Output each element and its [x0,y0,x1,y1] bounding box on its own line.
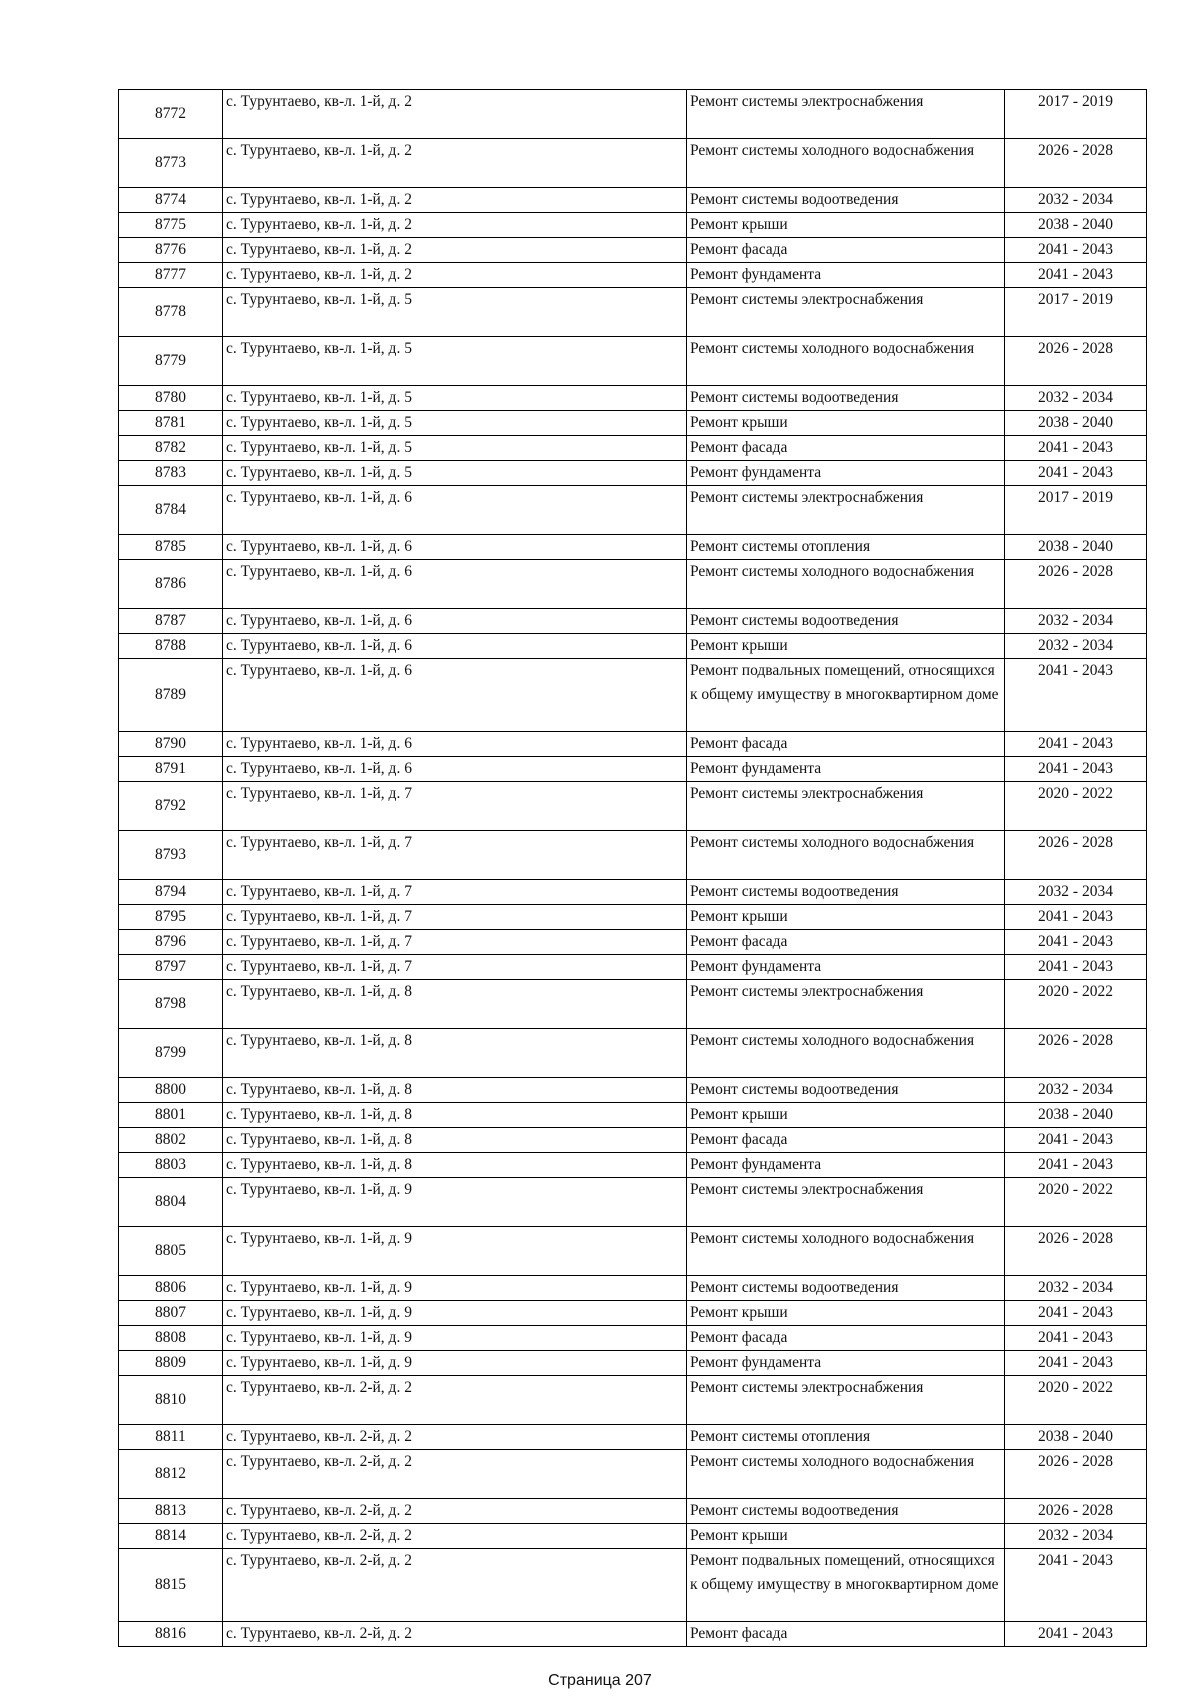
work-type-cell: Ремонт фасада [687,1326,1005,1351]
work-type-cell: Ремонт крыши [687,1524,1005,1549]
address-cell: с. Турунтаево, кв-л. 1-й, д. 2 [223,188,687,213]
table-row [119,757,1147,782]
period-cell: 2020 - 2022 [1005,1178,1147,1227]
address-cell: с. Турунтаево, кв-л. 1-й, д. 6 [223,486,687,535]
row-number-cell: 8801 [119,1103,223,1128]
work-type-cell: Ремонт фундамента [687,955,1005,980]
table-row [119,288,1147,337]
address-cell: с. Турунтаево, кв-л. 1-й, д. 9 [223,1326,687,1351]
work-type-cell: Ремонт системы водоотведения [687,609,1005,634]
address-cell: с. Турунтаево, кв-л. 1-й, д. 9 [223,1178,687,1227]
work-type-cell: Ремонт системы электроснабжения [687,980,1005,1029]
work-type-cell: Ремонт крыши [687,411,1005,436]
work-type-cell: Ремонт системы электроснабжения [687,486,1005,535]
table-row [119,263,1147,288]
work-type-cell: Ремонт крыши [687,905,1005,930]
page-number: Страница 207 [548,1672,652,1689]
period-cell: 2032 - 2034 [1005,386,1147,411]
address-cell: с. Турунтаево, кв-л. 1-й, д. 8 [223,1029,687,1078]
work-type-cell: Ремонт фундамента [687,461,1005,486]
address-cell: с. Турунтаево, кв-л. 1-й, д. 7 [223,955,687,980]
row-number-cell: 8773 [119,139,223,188]
row-number-cell: 8789 [119,659,223,732]
row-number-cell: 8780 [119,386,223,411]
address-cell: с. Турунтаево, кв-л. 1-й, д. 2 [223,263,687,288]
period-cell: 2038 - 2040 [1005,535,1147,560]
row-number-cell: 8792 [119,782,223,831]
row-number-cell: 8800 [119,1078,223,1103]
address-cell: с. Турунтаево, кв-л. 1-й, д. 2 [223,139,687,188]
table-row [119,1128,1147,1153]
period-cell: 2026 - 2028 [1005,337,1147,386]
row-number-cell: 8788 [119,634,223,659]
work-type-cell: Ремонт фасада [687,436,1005,461]
row-number-cell: 8802 [119,1128,223,1153]
row-number-cell: 8810 [119,1376,223,1425]
address-cell: с. Турунтаево, кв-л. 1-й, д. 9 [223,1351,687,1376]
row-number-cell: 8813 [119,1499,223,1524]
table-row [119,560,1147,609]
address-cell: с. Турунтаево, кв-л. 1-й, д. 8 [223,980,687,1029]
table-row [119,486,1147,535]
work-type-cell: Ремонт фундамента [687,263,1005,288]
table-row [119,1227,1147,1276]
period-cell: 2032 - 2034 [1005,634,1147,659]
row-number-cell: 8798 [119,980,223,1029]
table-row [119,1103,1147,1128]
work-type-cell: Ремонт системы электроснабжения [687,288,1005,337]
period-cell: 2017 - 2019 [1005,288,1147,337]
work-type-cell: Ремонт фундамента [687,1153,1005,1178]
work-type-cell: Ремонт крыши [687,634,1005,659]
row-number-cell: 8781 [119,411,223,436]
work-type-cell: Ремонт системы электроснабжения [687,90,1005,139]
table-row [119,1326,1147,1351]
row-number-cell: 8804 [119,1178,223,1227]
period-cell: 2041 - 2043 [1005,1351,1147,1376]
table-row [119,732,1147,757]
period-cell: 2041 - 2043 [1005,955,1147,980]
work-type-cell: Ремонт крыши [687,1103,1005,1128]
row-number-cell: 8777 [119,263,223,288]
address-cell: с. Турунтаево, кв-л. 1-й, д. 6 [223,659,687,732]
work-type-cell: Ремонт системы водоотведения [687,1499,1005,1524]
period-cell: 2020 - 2022 [1005,1376,1147,1425]
period-cell: 2038 - 2040 [1005,1103,1147,1128]
work-type-cell: Ремонт системы отопления [687,1425,1005,1450]
row-number-cell: 8794 [119,880,223,905]
work-type-cell: Ремонт системы отопления [687,535,1005,560]
address-cell: с. Турунтаево, кв-л. 1-й, д. 8 [223,1128,687,1153]
period-cell: 2032 - 2034 [1005,880,1147,905]
period-cell: 2032 - 2034 [1005,188,1147,213]
period-cell: 2026 - 2028 [1005,1499,1147,1524]
row-number-cell: 8779 [119,337,223,386]
period-cell: 2026 - 2028 [1005,1450,1147,1499]
period-cell: 2017 - 2019 [1005,486,1147,535]
address-cell: с. Турунтаево, кв-л. 1-й, д. 5 [223,461,687,486]
work-type-cell: Ремонт фасада [687,930,1005,955]
row-number-cell: 8772 [119,90,223,139]
table-row [119,1276,1147,1301]
period-cell: 2026 - 2028 [1005,1227,1147,1276]
period-cell: 2041 - 2043 [1005,757,1147,782]
period-cell: 2041 - 2043 [1005,238,1147,263]
row-number-cell: 8786 [119,560,223,609]
row-number-cell: 8805 [119,1227,223,1276]
row-number-cell: 8778 [119,288,223,337]
row-number-cell: 8795 [119,905,223,930]
address-cell: с. Турунтаево, кв-л. 1-й, д. 5 [223,386,687,411]
table-row [119,905,1147,930]
work-type-cell: Ремонт системы водоотведения [687,1276,1005,1301]
table-row [119,386,1147,411]
address-cell: с. Турунтаево, кв-л. 1-й, д. 7 [223,905,687,930]
address-cell: с. Турунтаево, кв-л. 2-й, д. 2 [223,1376,687,1425]
work-type-cell: Ремонт подвальных помещений, относящихся к общему имуществу в многоквартирном доме [687,659,1005,732]
work-type-cell: Ремонт системы электроснабжения [687,782,1005,831]
row-number-cell: 8797 [119,955,223,980]
address-cell: с. Турунтаево, кв-л. 1-й, д. 7 [223,880,687,905]
period-cell: 2017 - 2019 [1005,90,1147,139]
work-type-cell: Ремонт системы водоотведения [687,880,1005,905]
table-row [119,1425,1147,1450]
work-type-cell: Ремонт системы водоотведения [687,188,1005,213]
period-cell: 2041 - 2043 [1005,461,1147,486]
row-number-cell: 8796 [119,930,223,955]
address-cell: с. Турунтаево, кв-л. 2-й, д. 2 [223,1425,687,1450]
row-number-cell: 8784 [119,486,223,535]
work-type-cell: Ремонт системы холодного водоснабжения [687,1227,1005,1276]
work-type-cell: Ремонт системы холодного водоснабжения [687,1029,1005,1078]
period-cell: 2026 - 2028 [1005,139,1147,188]
table-row [119,1376,1147,1425]
address-cell: с. Турунтаево, кв-л. 1-й, д. 7 [223,831,687,880]
row-number-cell: 8808 [119,1326,223,1351]
row-number-cell: 8787 [119,609,223,634]
period-cell: 2020 - 2022 [1005,980,1147,1029]
table-row [119,831,1147,880]
table-row [119,930,1147,955]
work-type-cell: Ремонт фасада [687,238,1005,263]
table-row [119,1622,1147,1647]
row-number-cell: 8812 [119,1450,223,1499]
period-cell: 2026 - 2028 [1005,560,1147,609]
row-number-cell: 8814 [119,1524,223,1549]
address-cell: с. Турунтаево, кв-л. 1-й, д. 9 [223,1301,687,1326]
work-type-cell: Ремонт фасада [687,732,1005,757]
work-type-cell: Ремонт фасада [687,1622,1005,1647]
work-type-cell: Ремонт системы холодного водоснабжения [687,139,1005,188]
row-number-cell: 8806 [119,1276,223,1301]
period-cell: 2026 - 2028 [1005,1029,1147,1078]
row-number-cell: 8799 [119,1029,223,1078]
table-row [119,411,1147,436]
address-cell: с. Турунтаево, кв-л. 1-й, д. 2 [223,90,687,139]
row-number-cell: 8791 [119,757,223,782]
table-row [119,188,1147,213]
row-number-cell: 8783 [119,461,223,486]
table-row [119,1178,1147,1227]
address-cell: с. Турунтаево, кв-л. 1-й, д. 9 [223,1276,687,1301]
row-number-cell: 8803 [119,1153,223,1178]
table-row [119,1450,1147,1499]
table-row [119,238,1147,263]
address-cell: с. Турунтаево, кв-л. 1-й, д. 8 [223,1103,687,1128]
period-cell: 2032 - 2034 [1005,1078,1147,1103]
period-cell: 2041 - 2043 [1005,1301,1147,1326]
address-cell: с. Турунтаево, кв-л. 1-й, д. 6 [223,560,687,609]
address-cell: с. Турунтаево, кв-л. 1-й, д. 8 [223,1153,687,1178]
table-row [119,1029,1147,1078]
period-cell: 2041 - 2043 [1005,1326,1147,1351]
table-row [119,1351,1147,1376]
address-cell: с. Турунтаево, кв-л. 2-й, д. 2 [223,1524,687,1549]
period-cell: 2032 - 2034 [1005,609,1147,634]
address-cell: с. Турунтаево, кв-л. 2-й, д. 2 [223,1549,687,1622]
address-cell: с. Турунтаево, кв-л. 1-й, д. 6 [223,634,687,659]
table-row [119,980,1147,1029]
table-row [119,1549,1147,1622]
table-row [119,1078,1147,1103]
row-number-cell: 8816 [119,1622,223,1647]
row-number-cell: 8790 [119,732,223,757]
period-cell: 2041 - 2043 [1005,1153,1147,1178]
table-row [119,1301,1147,1326]
work-type-cell: Ремонт системы холодного водоснабжения [687,1450,1005,1499]
period-cell: 2032 - 2034 [1005,1276,1147,1301]
address-cell: с. Турунтаево, кв-л. 1-й, д. 5 [223,288,687,337]
table-row [119,535,1147,560]
row-number-cell: 8809 [119,1351,223,1376]
table-row [119,213,1147,238]
row-number-cell: 8776 [119,238,223,263]
work-type-cell: Ремонт системы электроснабжения [687,1178,1005,1227]
address-cell: с. Турунтаево, кв-л. 1-й, д. 9 [223,1227,687,1276]
period-cell: 2038 - 2040 [1005,1425,1147,1450]
table-row [119,880,1147,905]
period-cell: 2041 - 2043 [1005,930,1147,955]
address-cell: с. Турунтаево, кв-л. 1-й, д. 6 [223,732,687,757]
period-cell: 2041 - 2043 [1005,436,1147,461]
period-cell: 2026 - 2028 [1005,831,1147,880]
address-cell: с. Турунтаево, кв-л. 2-й, д. 2 [223,1499,687,1524]
period-cell: 2020 - 2022 [1005,782,1147,831]
address-cell: с. Турунтаево, кв-л. 1-й, д. 2 [223,213,687,238]
address-cell: с. Турунтаево, кв-л. 1-й, д. 5 [223,337,687,386]
table-row [119,634,1147,659]
row-number-cell: 8785 [119,535,223,560]
row-number-cell: 8807 [119,1301,223,1326]
address-cell: с. Турунтаево, кв-л. 1-й, д. 7 [223,930,687,955]
row-number-cell: 8774 [119,188,223,213]
address-cell: с. Турунтаево, кв-л. 1-й, д. 5 [223,436,687,461]
table-row [119,1524,1147,1549]
address-cell: с. Турунтаево, кв-л. 1-й, д. 7 [223,782,687,831]
period-cell: 2041 - 2043 [1005,732,1147,757]
table-row [119,436,1147,461]
period-cell: 2038 - 2040 [1005,213,1147,238]
work-type-cell: Ремонт фасада [687,1128,1005,1153]
address-cell: с. Турунтаево, кв-л. 1-й, д. 8 [223,1078,687,1103]
address-cell: с. Турунтаево, кв-л. 1-й, д. 6 [223,535,687,560]
row-number-cell: 8811 [119,1425,223,1450]
table-row [119,609,1147,634]
table-row [119,139,1147,188]
work-type-cell: Ремонт фундамента [687,757,1005,782]
period-cell: 2041 - 2043 [1005,905,1147,930]
period-cell: 2041 - 2043 [1005,1549,1147,1622]
table-row [119,337,1147,386]
period-cell: 2041 - 2043 [1005,263,1147,288]
table-row [119,659,1147,732]
address-cell: с. Турунтаево, кв-л. 1-й, д. 6 [223,609,687,634]
address-cell: с. Турунтаево, кв-л. 1-й, д. 6 [223,757,687,782]
work-type-cell: Ремонт системы холодного водоснабжения [687,337,1005,386]
work-type-cell: Ремонт системы электроснабжения [687,1376,1005,1425]
work-type-cell: Ремонт крыши [687,1301,1005,1326]
table-row [119,955,1147,980]
period-cell: 2041 - 2043 [1005,659,1147,732]
row-number-cell: 8775 [119,213,223,238]
work-type-cell: Ремонт системы холодного водоснабжения [687,560,1005,609]
period-cell: 2041 - 2043 [1005,1622,1147,1647]
work-type-cell: Ремонт фундамента [687,1351,1005,1376]
address-cell: с. Турунтаево, кв-л. 2-й, д. 2 [223,1622,687,1647]
work-type-cell: Ремонт системы водоотведения [687,1078,1005,1103]
row-number-cell: 8793 [119,831,223,880]
period-cell: 2032 - 2034 [1005,1524,1147,1549]
address-cell: с. Турунтаево, кв-л. 1-й, д. 5 [223,411,687,436]
row-number-cell: 8815 [119,1549,223,1622]
period-cell: 2038 - 2040 [1005,411,1147,436]
table-row [119,1153,1147,1178]
table-body [119,90,1147,1647]
table-row [119,1499,1147,1524]
table-row [119,782,1147,831]
work-type-cell: Ремонт системы водоотведения [687,386,1005,411]
works-table [118,89,1147,1647]
work-type-cell: Ремонт подвальных помещений, относящихся к общему имуществу в многоквартирном доме [687,1549,1005,1622]
table-row [119,90,1147,139]
table-row [119,461,1147,486]
address-cell: с. Турунтаево, кв-л. 1-й, д. 2 [223,238,687,263]
work-type-cell: Ремонт системы холодного водоснабжения [687,831,1005,880]
work-type-cell: Ремонт крыши [687,213,1005,238]
row-number-cell: 8782 [119,436,223,461]
address-cell: с. Турунтаево, кв-л. 2-й, д. 2 [223,1450,687,1499]
period-cell: 2041 - 2043 [1005,1128,1147,1153]
